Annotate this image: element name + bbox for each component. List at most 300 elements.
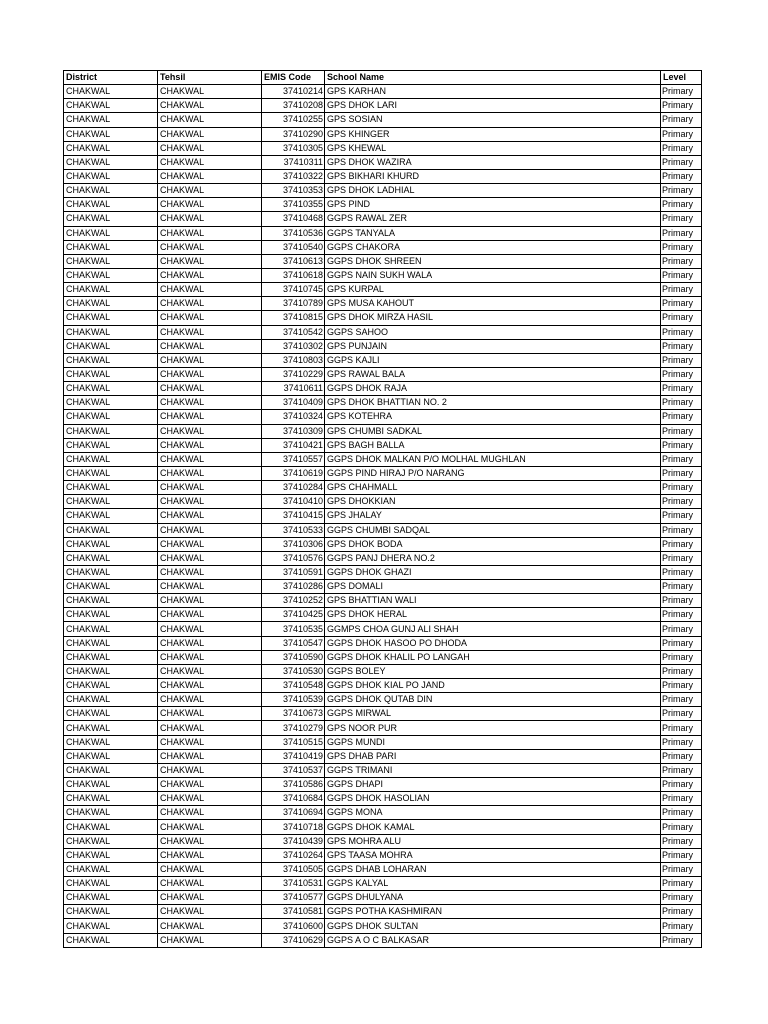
cell-level: Primary [661, 268, 702, 282]
cell-school-name: GGPS TANYALA [325, 226, 661, 240]
cell-tehsil: CHAKWAL [158, 806, 262, 820]
cell-tehsil: CHAKWAL [158, 735, 262, 749]
table-row [64, 297, 702, 311]
cell-tehsil: CHAKWAL [158, 169, 262, 183]
cell-level: Primary [661, 664, 702, 678]
cell-level: Primary [661, 693, 702, 707]
cell-school-name: GGPS CHUMBI SADQAL [325, 523, 661, 537]
cell-tehsil: CHAKWAL [158, 707, 262, 721]
cell-school-name: GGPS DHOK HASOLIAN [325, 792, 661, 806]
cell-emis-code: 37410252 [262, 594, 325, 608]
cell-emis-code: 37410229 [262, 367, 325, 381]
cell-level: Primary [661, 763, 702, 777]
cell-school-name: GPS KHEWAL [325, 141, 661, 155]
cell-school-name: GPS BIKHARI KHURD [325, 169, 661, 183]
cell-tehsil: CHAKWAL [158, 792, 262, 806]
cell-tehsil: CHAKWAL [158, 353, 262, 367]
cell-school-name: GPS KOTEHRA [325, 410, 661, 424]
cell-school-name: GPS DHOK LADHIAL [325, 184, 661, 198]
header-district: District [64, 71, 158, 85]
table-row [64, 820, 702, 834]
cell-tehsil: CHAKWAL [158, 85, 262, 99]
cell-district: CHAKWAL [64, 127, 158, 141]
cell-school-name: GPS DHOK LARI [325, 99, 661, 113]
table-row [64, 99, 702, 113]
cell-school-name: GGPS DHOK SULTAN [325, 919, 661, 933]
cell-school-name: GGPS MONA [325, 806, 661, 820]
cell-emis-code: 37410531 [262, 877, 325, 891]
cell-level: Primary [661, 721, 702, 735]
cell-district: CHAKWAL [64, 523, 158, 537]
cell-level: Primary [661, 155, 702, 169]
table-row [64, 763, 702, 777]
cell-tehsil: CHAKWAL [158, 594, 262, 608]
cell-level: Primary [661, 99, 702, 113]
cell-level: Primary [661, 410, 702, 424]
table-row [64, 636, 702, 650]
table-row [64, 127, 702, 141]
table-row [64, 424, 702, 438]
cell-district: CHAKWAL [64, 820, 158, 834]
cell-tehsil: CHAKWAL [158, 127, 262, 141]
cell-school-name: GGPS SAHOO [325, 325, 661, 339]
table-row [64, 396, 702, 410]
cell-emis-code: 37410745 [262, 283, 325, 297]
table-row [64, 155, 702, 169]
cell-level: Primary [661, 650, 702, 664]
cell-school-name: GGPS KALYAL [325, 877, 661, 891]
cell-school-name: GGPS PANJ DHERA NO.2 [325, 551, 661, 565]
table-row [64, 848, 702, 862]
cell-district: CHAKWAL [64, 679, 158, 693]
cell-tehsil: CHAKWAL [158, 636, 262, 650]
cell-school-name: GPS SOSIAN [325, 113, 661, 127]
cell-district: CHAKWAL [64, 608, 158, 622]
cell-level: Primary [661, 679, 702, 693]
cell-emis-code: 37410577 [262, 891, 325, 905]
cell-level: Primary [661, 495, 702, 509]
cell-district: CHAKWAL [64, 580, 158, 594]
cell-district: CHAKWAL [64, 636, 158, 650]
cell-district: CHAKWAL [64, 806, 158, 820]
cell-emis-code: 37410309 [262, 424, 325, 438]
table-row [64, 735, 702, 749]
cell-tehsil: CHAKWAL [158, 367, 262, 381]
cell-level: Primary [661, 778, 702, 792]
cell-district: CHAKWAL [64, 240, 158, 254]
cell-emis-code: 37410547 [262, 636, 325, 650]
cell-tehsil: CHAKWAL [158, 848, 262, 862]
cell-district: CHAKWAL [64, 452, 158, 466]
cell-level: Primary [661, 523, 702, 537]
table-row [64, 113, 702, 127]
cell-level: Primary [661, 481, 702, 495]
cell-tehsil: CHAKWAL [158, 763, 262, 777]
cell-district: CHAKWAL [64, 339, 158, 353]
table-row [64, 438, 702, 452]
table-row [64, 523, 702, 537]
table-row [64, 834, 702, 848]
table-body [64, 85, 702, 948]
cell-school-name: GGPS DHOK QUTAB DIN [325, 693, 661, 707]
cell-level: Primary [661, 339, 702, 353]
cell-tehsil: CHAKWAL [158, 537, 262, 551]
table-row [64, 85, 702, 99]
table-row [64, 481, 702, 495]
table-row [64, 877, 702, 891]
cell-level: Primary [661, 735, 702, 749]
table-row [64, 707, 702, 721]
cell-district: CHAKWAL [64, 283, 158, 297]
schools-table [63, 70, 702, 948]
cell-level: Primary [661, 113, 702, 127]
cell-emis-code: 37410505 [262, 862, 325, 876]
cell-level: Primary [661, 466, 702, 480]
cell-tehsil: CHAKWAL [158, 452, 262, 466]
header-level: Level [661, 71, 702, 85]
cell-school-name: GPS CHUMBI SADKAL [325, 424, 661, 438]
cell-tehsil: CHAKWAL [158, 325, 262, 339]
table-row [64, 198, 702, 212]
table-row [64, 212, 702, 226]
cell-district: CHAKWAL [64, 735, 158, 749]
table-row [64, 466, 702, 480]
cell-level: Primary [661, 424, 702, 438]
cell-school-name: GGPS BOLEY [325, 664, 661, 678]
table-row [64, 226, 702, 240]
cell-district: CHAKWAL [64, 594, 158, 608]
cell-district: CHAKWAL [64, 792, 158, 806]
cell-district: CHAKWAL [64, 99, 158, 113]
cell-district: CHAKWAL [64, 268, 158, 282]
table-row [64, 778, 702, 792]
cell-district: CHAKWAL [64, 551, 158, 565]
cell-school-name: GGPS DHOK KHALIL PO LANGAH [325, 650, 661, 664]
cell-district: CHAKWAL [64, 297, 158, 311]
cell-emis-code: 37410311 [262, 155, 325, 169]
cell-emis-code: 37410542 [262, 325, 325, 339]
cell-level: Primary [661, 565, 702, 579]
cell-emis-code: 37410355 [262, 198, 325, 212]
cell-level: Primary [661, 749, 702, 763]
table-row [64, 367, 702, 381]
cell-emis-code: 37410284 [262, 481, 325, 495]
cell-district: CHAKWAL [64, 198, 158, 212]
cell-district: CHAKWAL [64, 778, 158, 792]
cell-emis-code: 37410536 [262, 226, 325, 240]
cell-school-name: GPS MOHRA ALU [325, 834, 661, 848]
cell-district: CHAKWAL [64, 113, 158, 127]
cell-school-name: GPS TAASA MOHRA [325, 848, 661, 862]
cell-emis-code: 37410208 [262, 99, 325, 113]
cell-district: CHAKWAL [64, 664, 158, 678]
cell-level: Primary [661, 707, 702, 721]
cell-emis-code: 37410290 [262, 127, 325, 141]
cell-emis-code: 37410537 [262, 763, 325, 777]
cell-school-name: GPS BAGH BALLA [325, 438, 661, 452]
cell-district: CHAKWAL [64, 622, 158, 636]
cell-school-name: GPS DHOK BHATTIAN NO. 2 [325, 396, 661, 410]
cell-emis-code: 37410439 [262, 834, 325, 848]
cell-emis-code: 37410306 [262, 537, 325, 551]
table-row [64, 565, 702, 579]
cell-tehsil: CHAKWAL [158, 438, 262, 452]
cell-school-name: GPS KURPAL [325, 283, 661, 297]
cell-tehsil: CHAKWAL [158, 240, 262, 254]
cell-district: CHAKWAL [64, 848, 158, 862]
cell-district: CHAKWAL [64, 877, 158, 891]
table-row [64, 749, 702, 763]
cell-district: CHAKWAL [64, 693, 158, 707]
cell-tehsil: CHAKWAL [158, 198, 262, 212]
table-row [64, 325, 702, 339]
cell-tehsil: CHAKWAL [158, 396, 262, 410]
cell-tehsil: CHAKWAL [158, 226, 262, 240]
cell-level: Primary [661, 608, 702, 622]
cell-tehsil: CHAKWAL [158, 820, 262, 834]
header-school-name: School Name [325, 71, 661, 85]
cell-level: Primary [661, 848, 702, 862]
cell-emis-code: 37410214 [262, 85, 325, 99]
table-row [64, 283, 702, 297]
cell-emis-code: 37410539 [262, 693, 325, 707]
cell-tehsil: CHAKWAL [158, 749, 262, 763]
cell-tehsil: CHAKWAL [158, 212, 262, 226]
cell-level: Primary [661, 240, 702, 254]
cell-school-name: GGPS NAIN SUKH WALA [325, 268, 661, 282]
cell-level: Primary [661, 212, 702, 226]
cell-emis-code: 37410586 [262, 778, 325, 792]
cell-level: Primary [661, 198, 702, 212]
cell-level: Primary [661, 297, 702, 311]
table-row [64, 905, 702, 919]
cell-school-name: GGPS DHAPI [325, 778, 661, 792]
cell-school-name: GGPS DHULYANA [325, 891, 661, 905]
cell-tehsil: CHAKWAL [158, 495, 262, 509]
cell-level: Primary [661, 396, 702, 410]
table-row [64, 792, 702, 806]
cell-tehsil: CHAKWAL [158, 862, 262, 876]
cell-level: Primary [661, 509, 702, 523]
cell-tehsil: CHAKWAL [158, 268, 262, 282]
cell-district: CHAKWAL [64, 396, 158, 410]
cell-tehsil: CHAKWAL [158, 311, 262, 325]
table-row [64, 537, 702, 551]
cell-level: Primary [661, 551, 702, 565]
cell-level: Primary [661, 283, 702, 297]
cell-emis-code: 37410421 [262, 438, 325, 452]
cell-level: Primary [661, 452, 702, 466]
cell-school-name: GPS DHOK BODA [325, 537, 661, 551]
cell-school-name: GGPS KAJLI [325, 353, 661, 367]
cell-level: Primary [661, 792, 702, 806]
cell-emis-code: 37410576 [262, 551, 325, 565]
cell-tehsil: CHAKWAL [158, 410, 262, 424]
cell-school-name: GPS DHAB PARI [325, 749, 661, 763]
cell-district: CHAKWAL [64, 933, 158, 947]
header-tehsil: Tehsil [158, 71, 262, 85]
cell-tehsil: CHAKWAL [158, 155, 262, 169]
cell-emis-code: 37410255 [262, 113, 325, 127]
table-row [64, 410, 702, 424]
cell-district: CHAKWAL [64, 155, 158, 169]
cell-district: CHAKWAL [64, 905, 158, 919]
cell-emis-code: 37410535 [262, 622, 325, 636]
cell-school-name: GPS KARHAN [325, 85, 661, 99]
cell-emis-code: 37410557 [262, 452, 325, 466]
cell-tehsil: CHAKWAL [158, 905, 262, 919]
cell-emis-code: 37410590 [262, 650, 325, 664]
cell-school-name: GGPS DHAB LOHARAN [325, 862, 661, 876]
cell-tehsil: CHAKWAL [158, 565, 262, 579]
cell-level: Primary [661, 438, 702, 452]
cell-emis-code: 37410286 [262, 580, 325, 594]
cell-tehsil: CHAKWAL [158, 608, 262, 622]
cell-tehsil: CHAKWAL [158, 919, 262, 933]
cell-emis-code: 37410629 [262, 933, 325, 947]
cell-emis-code: 37410468 [262, 212, 325, 226]
cell-tehsil: CHAKWAL [158, 664, 262, 678]
cell-emis-code: 37410425 [262, 608, 325, 622]
cell-level: Primary [661, 891, 702, 905]
cell-district: CHAKWAL [64, 721, 158, 735]
cell-level: Primary [661, 311, 702, 325]
cell-school-name: GGPS A O C BALKASAR [325, 933, 661, 947]
cell-emis-code: 37410591 [262, 565, 325, 579]
table-row [64, 806, 702, 820]
cell-district: CHAKWAL [64, 254, 158, 268]
cell-level: Primary [661, 877, 702, 891]
cell-district: CHAKWAL [64, 707, 158, 721]
cell-level: Primary [661, 834, 702, 848]
cell-tehsil: CHAKWAL [158, 113, 262, 127]
cell-level: Primary [661, 353, 702, 367]
cell-emis-code: 37410540 [262, 240, 325, 254]
cell-district: CHAKWAL [64, 509, 158, 523]
table-row [64, 311, 702, 325]
cell-emis-code: 37410279 [262, 721, 325, 735]
cell-emis-code: 37410718 [262, 820, 325, 834]
cell-emis-code: 37410415 [262, 509, 325, 523]
table-row [64, 382, 702, 396]
table-row [64, 353, 702, 367]
cell-emis-code: 37410613 [262, 254, 325, 268]
cell-district: CHAKWAL [64, 85, 158, 99]
table-row [64, 240, 702, 254]
table-row [64, 919, 702, 933]
table-row [64, 679, 702, 693]
table-row [64, 551, 702, 565]
cell-school-name: GGPS DHOK RAJA [325, 382, 661, 396]
cell-emis-code: 37410789 [262, 297, 325, 311]
cell-tehsil: CHAKWAL [158, 99, 262, 113]
header-row [64, 71, 702, 85]
cell-school-name: GGPS RAWAL ZER [325, 212, 661, 226]
cell-level: Primary [661, 820, 702, 834]
table-row [64, 169, 702, 183]
cell-school-name: GGPS DHOK SHREEN [325, 254, 661, 268]
cell-tehsil: CHAKWAL [158, 693, 262, 707]
cell-level: Primary [661, 85, 702, 99]
cell-emis-code: 37410684 [262, 792, 325, 806]
cell-school-name: GGMPS CHOA GUNJ ALI SHAH [325, 622, 661, 636]
cell-school-name: GPS JHALAY [325, 509, 661, 523]
cell-level: Primary [661, 254, 702, 268]
cell-tehsil: CHAKWAL [158, 283, 262, 297]
cell-emis-code: 37410533 [262, 523, 325, 537]
cell-school-name: GPS DHOK WAZIRA [325, 155, 661, 169]
cell-district: CHAKWAL [64, 495, 158, 509]
cell-district: CHAKWAL [64, 565, 158, 579]
cell-emis-code: 37410302 [262, 339, 325, 353]
cell-school-name: GPS PIND [325, 198, 661, 212]
table-row [64, 721, 702, 735]
cell-school-name: GGPS MUNDI [325, 735, 661, 749]
table-row [64, 495, 702, 509]
table-row [64, 650, 702, 664]
cell-district: CHAKWAL [64, 919, 158, 933]
cell-district: CHAKWAL [64, 311, 158, 325]
cell-school-name: GPS MUSA KAHOUT [325, 297, 661, 311]
cell-level: Primary [661, 537, 702, 551]
cell-district: CHAKWAL [64, 763, 158, 777]
cell-level: Primary [661, 367, 702, 381]
school-list-sheet [63, 70, 702, 948]
cell-level: Primary [661, 806, 702, 820]
table-row [64, 622, 702, 636]
cell-tehsil: CHAKWAL [158, 551, 262, 565]
cell-level: Primary [661, 905, 702, 919]
cell-emis-code: 37410324 [262, 410, 325, 424]
cell-level: Primary [661, 169, 702, 183]
cell-level: Primary [661, 862, 702, 876]
cell-emis-code: 37410305 [262, 141, 325, 155]
cell-district: CHAKWAL [64, 212, 158, 226]
cell-emis-code: 37410611 [262, 382, 325, 396]
table-row [64, 339, 702, 353]
cell-emis-code: 37410815 [262, 311, 325, 325]
cell-district: CHAKWAL [64, 466, 158, 480]
cell-level: Primary [661, 325, 702, 339]
cell-emis-code: 37410581 [262, 905, 325, 919]
table-row [64, 254, 702, 268]
cell-district: CHAKWAL [64, 834, 158, 848]
cell-emis-code: 37410353 [262, 184, 325, 198]
cell-school-name: GGPS POTHA KASHMIRAN [325, 905, 661, 919]
cell-tehsil: CHAKWAL [158, 778, 262, 792]
cell-district: CHAKWAL [64, 353, 158, 367]
cell-level: Primary [661, 594, 702, 608]
cell-district: CHAKWAL [64, 438, 158, 452]
cell-emis-code: 37410530 [262, 664, 325, 678]
cell-school-name: GGPS DHOK KIAL PO JAND [325, 679, 661, 693]
cell-level: Primary [661, 580, 702, 594]
cell-district: CHAKWAL [64, 169, 158, 183]
cell-school-name: GGPS DHOK HASOO PO DHODA [325, 636, 661, 650]
cell-tehsil: CHAKWAL [158, 424, 262, 438]
cell-school-name: GGPS CHAKORA [325, 240, 661, 254]
cell-emis-code: 37410409 [262, 396, 325, 410]
cell-level: Primary [661, 141, 702, 155]
cell-school-name: GGPS DHOK KAMAL [325, 820, 661, 834]
cell-school-name: GPS RAWAL BALA [325, 367, 661, 381]
table-row [64, 608, 702, 622]
table-row [64, 509, 702, 523]
cell-emis-code: 37410419 [262, 749, 325, 763]
header-emis-code: EMIS Code [262, 71, 325, 85]
cell-emis-code: 37410322 [262, 169, 325, 183]
cell-tehsil: CHAKWAL [158, 509, 262, 523]
